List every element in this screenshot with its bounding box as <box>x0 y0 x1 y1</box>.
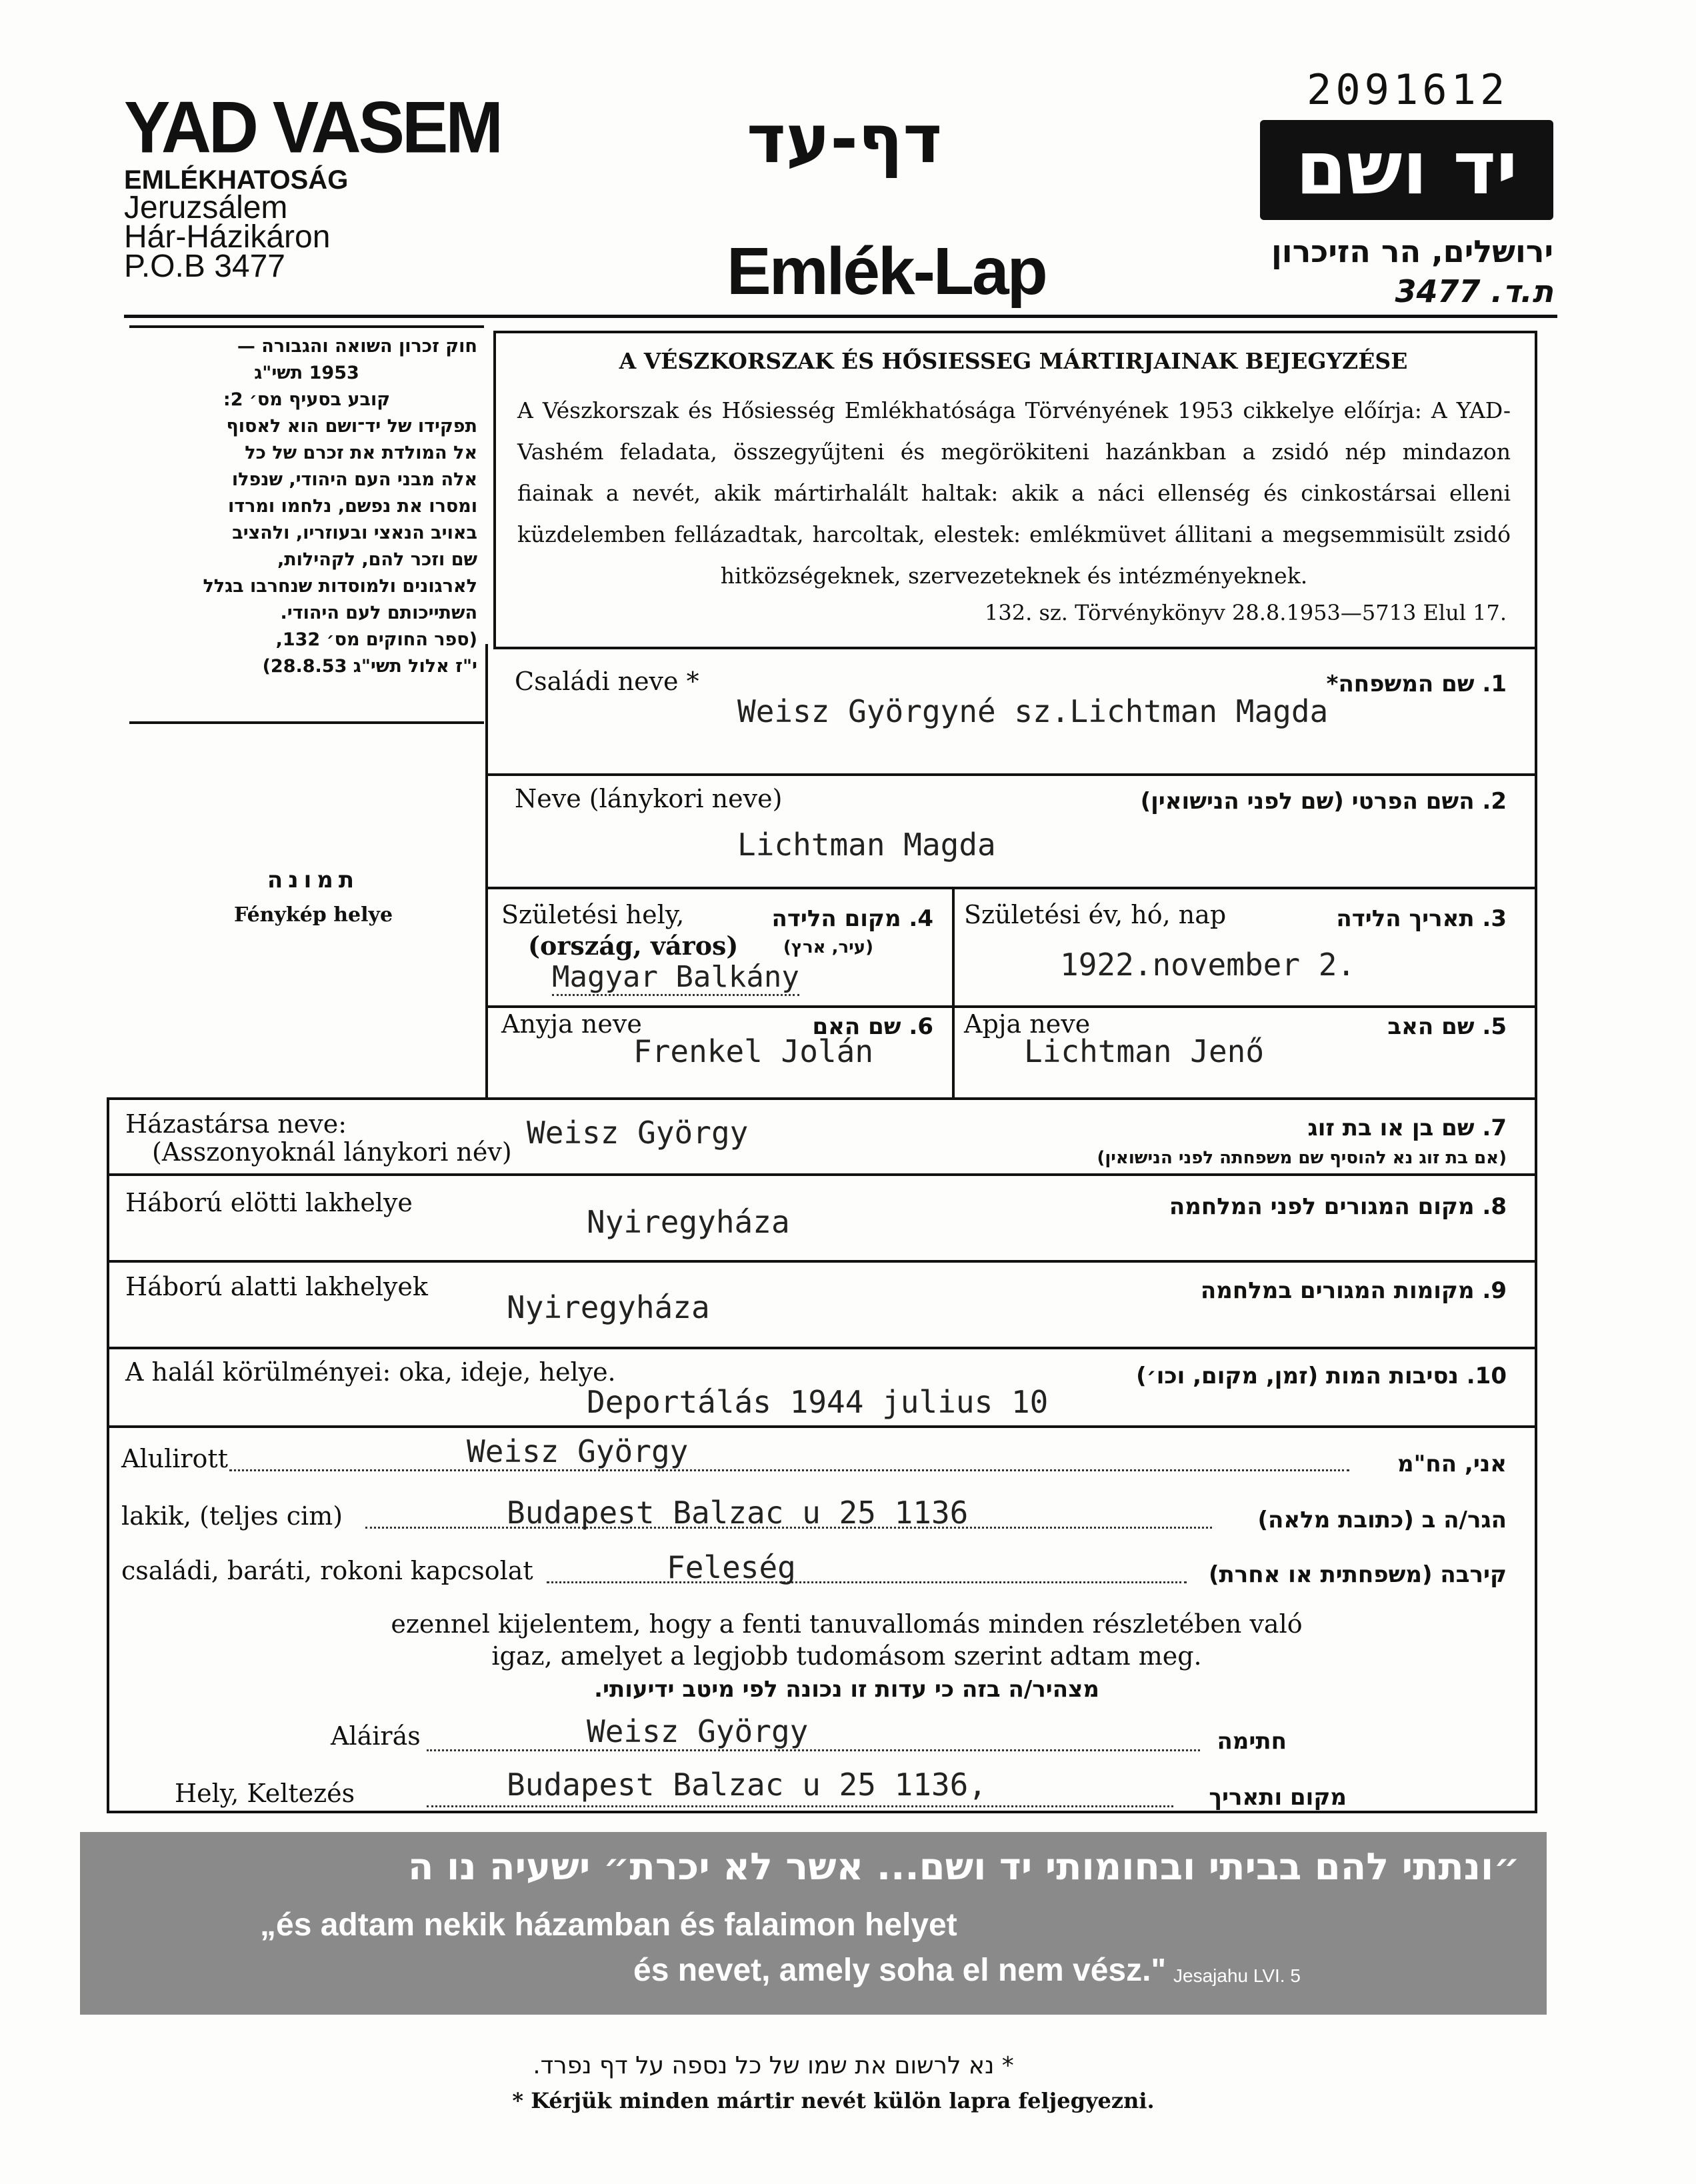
place-date-value: Budapest Balzac u 25 1136, <box>507 1767 987 1803</box>
logo-city: ירושלים, הר הזיכרון <box>1271 233 1553 269</box>
birthplace-label: Születési hely, <box>501 900 685 929</box>
spouse-name-sublabel-hebrew: (אם בת זוג נא להוסיף שם משפחתה לפני הנישואין) <box>1097 1148 1507 1168</box>
footer-note-hebrew: * נא לרשום את שמו של כל נספה על דף נפרד. <box>533 2052 1014 2079</box>
law-quote-box <box>129 325 484 724</box>
row-divider <box>485 773 1535 776</box>
yad-vashem-logo <box>1260 120 1553 220</box>
photo-label-hebrew: תמונה <box>267 867 360 893</box>
law-quote-line: אל המולדת את זכרם של כל <box>245 443 477 463</box>
org-subtitle: EMLÉKHATOSÁG <box>124 165 349 195</box>
relation-line <box>547 1581 1187 1583</box>
given-name-label: Neve (lánykori neve) <box>515 784 783 813</box>
footer-note: * Kérjük minden mártir nevét külön lapra feljegyezni. <box>512 2088 1155 2113</box>
prewar-residence-label-hebrew: 8. מקום המגורים לפני המלחמה <box>1169 1193 1507 1220</box>
undersigned-label: Alulirott <box>121 1444 228 1473</box>
place-date-label-hebrew: מקום ותאריך <box>1209 1784 1347 1811</box>
given-name-label-hebrew: 2. השם הפרטי (שם לפני הנישואין) <box>1140 788 1507 815</box>
address-label-hebrew: הגר/ה ב (כתובת מלאה) <box>1257 1507 1507 1533</box>
declaration-statement-line2: igaz, amelyet a legjobb tudomásom szerint adtam meg. <box>491 1641 1202 1671</box>
spouse-name-label-hebrew: 7. שם בן או בת זוג <box>1307 1115 1507 1141</box>
address-label: lakik, (teljes cim) <box>121 1501 343 1531</box>
father-name-value: Lichtman Jenő <box>1024 1033 1265 1069</box>
address-city: Jeruzsálem <box>124 190 288 225</box>
law-quote-line: חוק זכרון השואה והגבורה — <box>237 336 477 357</box>
prewar-residence-label: Háború elötti lakhelye <box>125 1188 413 1217</box>
law-quote-line: לארגונים ולמוסדות שנחרבו בגלל <box>203 576 477 597</box>
undersigned-value: Weisz György <box>467 1433 689 1469</box>
mother-name-value: Frenkel Jolán <box>633 1033 874 1069</box>
death-circumstances-value: Deportálás 1944 julius 10 <box>587 1384 1049 1420</box>
org-title: YAD VASEM <box>124 87 501 169</box>
address-value: Budapest Balzac u 25 1136 <box>507 1495 969 1531</box>
banner-quote-line2: és nevet, amely soha el nem vész." <box>633 1953 1167 1988</box>
law-quote-line: קובע בסעיף מס׳ 2: <box>223 389 391 410</box>
father-name-label-hebrew: 5. שם האב <box>1387 1013 1507 1040</box>
law-quote-line: תפקידו של יד־ושם הוא לאסוף <box>226 416 477 437</box>
law-quote-line: (ספר החוקים מס׳ 132, <box>275 629 477 650</box>
law-quote-text <box>136 333 477 680</box>
birthplace-label-hebrew: 4. מקום הלידה <box>771 905 933 932</box>
logo-pob: 3477 .ת.ד <box>1395 273 1553 309</box>
relation-label: családi, baráti, rokoni kapcsolat <box>121 1556 533 1585</box>
undersigned-line <box>229 1469 1349 1471</box>
declaration-statement-line1: ezennel kijelentem, hogy a fenti tanuvallomás minden részletében való <box>391 1609 1303 1639</box>
father-name-label: Apja neve <box>964 1009 1091 1039</box>
death-circumstances-label: A halál körülményei: oka, ideje, helye. <box>125 1357 616 1387</box>
header-rule <box>124 315 1557 318</box>
column-divider <box>952 889 955 1097</box>
mother-name-label-hebrew: 6. שם האם <box>812 1013 933 1040</box>
birthplace-value: Magyar Balkány <box>552 960 799 996</box>
logo-text: יד ושם <box>1295 125 1518 211</box>
intro-title: A VÉSZKORSZAK ÉS HŐSIESSEG MÁRTIRJAINAK BEJEGYZÉSE <box>619 348 1408 374</box>
spouse-name-sublabel: (Asszonyoknál lánykori név) <box>152 1137 512 1167</box>
signature-line <box>427 1749 1200 1751</box>
prewar-residence-value: Nyiregyháza <box>587 1204 790 1240</box>
death-circumstances-label-hebrew: 10. נסיבות המות (זמן, מקום, וכו׳) <box>1136 1363 1507 1389</box>
law-quote-line: י"ז אלול תשי"ג 28.8.53) <box>262 656 477 677</box>
row-divider <box>485 1005 1535 1008</box>
law-quote-line: השתייכותם לעם היהודי. <box>280 603 477 623</box>
place-date-label: Hely, Keltezés <box>175 1779 355 1808</box>
address-street: Hár-Házikáron <box>124 219 331 255</box>
birthdate-value: 1922.november 2. <box>1060 947 1356 983</box>
place-date-line <box>427 1805 1173 1807</box>
serial-number: 2091612 <box>1307 65 1509 114</box>
quote-banner <box>80 1832 1547 2015</box>
family-name-label: Családi neve * <box>515 667 699 696</box>
declaration-statement-hebrew: מצהיר/ה בזה כי עדות זו נכונה לפי מיטב ידיעותי. <box>594 1676 1099 1703</box>
photo-label: Fénykép helye <box>233 903 393 927</box>
banner-quote-reference: Jesajahu LVI. 5 <box>1173 1965 1301 1986</box>
signature-label-hebrew: חתימה <box>1217 1728 1287 1755</box>
wartime-residence-value: Nyiregyháza <box>507 1289 710 1325</box>
law-quote-line: באויב הנאצי ובעוזריו, ולהציב <box>232 523 477 543</box>
row-divider <box>107 1260 1535 1263</box>
spouse-name-label: Házastársa neve: <box>125 1109 347 1139</box>
row-divider <box>107 1347 1535 1349</box>
law-quote-line: שם וזכר להם, לקהילות, <box>277 549 477 570</box>
relation-label-hebrew: קירבה (משפחתית או אחרת) <box>1209 1561 1507 1588</box>
family-name-value: Weisz Györgyné sz.Lichtman Magda <box>737 693 1329 729</box>
row-divider <box>107 1173 1535 1176</box>
signature-label: Aláirás <box>331 1721 421 1751</box>
law-quote-line: ומסרו את נפשם, נלחמו ומרדו <box>227 496 477 517</box>
relation-value: Feleség <box>667 1549 796 1585</box>
row-divider <box>485 887 1535 889</box>
law-quote-line: 1953 תשי"ג <box>254 363 359 383</box>
spouse-name-value: Weisz György <box>527 1115 749 1151</box>
form-title: Emlék-Lap <box>727 234 1046 309</box>
banner-quote-line1: „és adtam nekik házamban és falaimon helyet <box>260 1907 957 1943</box>
birthplace-sublabel: (ország, város) <box>528 931 739 961</box>
mother-name-label: Anyja neve <box>501 1009 642 1039</box>
address-pob: P.O.B 3477 <box>124 249 285 284</box>
birthdate-label-hebrew: 3. תאריך הלידה <box>1336 905 1507 932</box>
wartime-residence-label-hebrew: 9. מקומות המגורים במלחמה <box>1200 1277 1507 1304</box>
birthdate-label: Születési év, hó, nap <box>964 900 1227 929</box>
undersigned-label-hebrew: אני, הח"מ <box>1397 1451 1507 1477</box>
hebrew-form-title: דף-עד <box>747 100 943 178</box>
banner-hebrew-quote: ״ונתתי להם בביתי ובחומותי יד ושם... אשר לא יכרת״ ישעיה נו ה <box>408 1845 1520 1889</box>
intro-body: A Vészkorszak és Hősiesség Emlékhatósága Törvényének 1953 cikkelye előírja: A YAD-Vashém feladata, összegyűjteni és megörökiteni hazánkban a zsidó nép mindazon fiainak a nevét, akik mártirhalált haltak: akik a náci ellenség és cinkostársai elleni küzdelemben fellázadtak, harcoltak, elestek: emlékmüvet állitani a megsemmisült zsidó hitközségeknek, szervezeteknek és intézményeknek. <box>517 397 1511 589</box>
family-name-label-hebrew: 1. שם המשפחה* <box>1326 671 1507 697</box>
wartime-residence-label: Háború alatti lakhelyek <box>125 1272 428 1301</box>
birthplace-sublabel-hebrew: (עיר, ארץ) <box>783 937 873 957</box>
signature-value: Weisz György <box>587 1713 809 1749</box>
intro-reference: 132. sz. Törvénykönyv 28.8.1953—5713 Elul 17. <box>985 600 1507 625</box>
org-address <box>124 190 331 284</box>
given-name-value: Lichtman Magda <box>737 827 996 863</box>
law-quote-line: אלה מבני העם היהודי, שנפלו <box>231 469 477 490</box>
